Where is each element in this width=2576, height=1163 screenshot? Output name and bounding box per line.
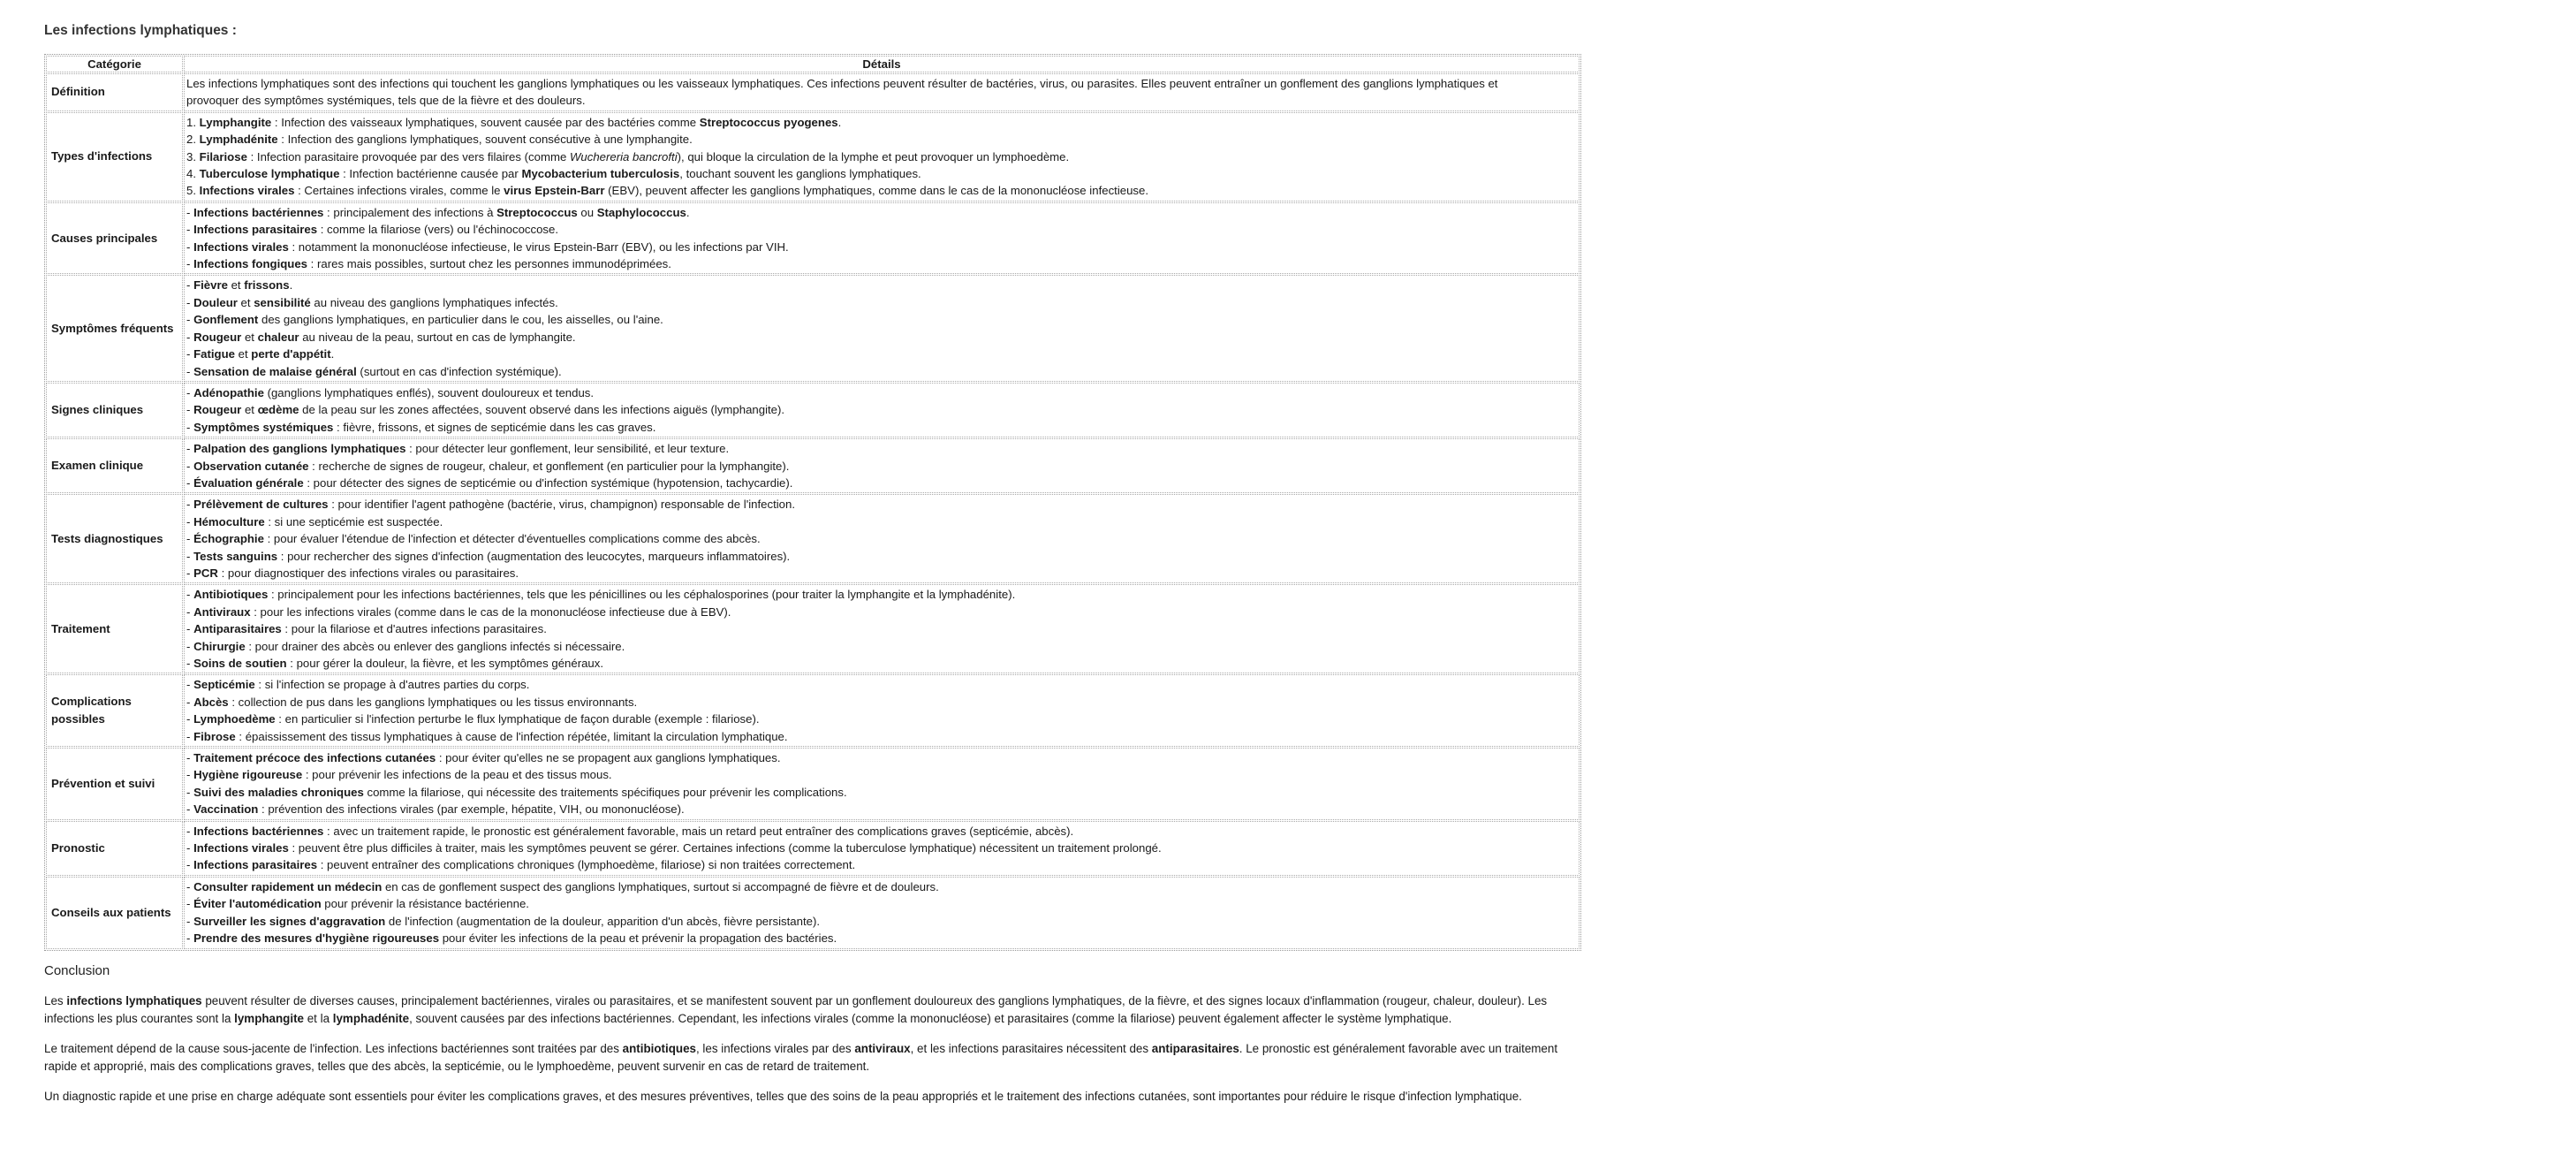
bold-text: chaleur bbox=[257, 330, 299, 344]
infections-table bbox=[44, 54, 1581, 951]
text-run: - bbox=[186, 403, 194, 417]
bold-text: Infections fongiques bbox=[193, 257, 308, 271]
text-run: - bbox=[186, 459, 194, 473]
text-run: - bbox=[186, 239, 194, 254]
bold-text: Suivi des maladies chroniques bbox=[193, 785, 364, 799]
text-run: 3. bbox=[186, 149, 200, 163]
detail-line bbox=[186, 749, 1577, 766]
bold-text: Infections bactériennes bbox=[193, 205, 324, 219]
text-run: et bbox=[227, 278, 245, 293]
detail-line bbox=[186, 440, 1577, 457]
text-run: - bbox=[186, 914, 194, 928]
text-run: - bbox=[186, 498, 194, 512]
conclusion-paragraph bbox=[44, 1088, 1590, 1106]
bold-text: Lymphadénite bbox=[199, 133, 278, 147]
bold-text: Infections parasitaires bbox=[193, 858, 318, 872]
row-category: Symptômes fréquents bbox=[46, 275, 183, 381]
table-row bbox=[46, 438, 1580, 493]
text-run: 2. bbox=[186, 133, 200, 147]
detail-line bbox=[186, 711, 1577, 727]
row-details bbox=[184, 584, 1580, 673]
detail-line bbox=[186, 676, 1577, 693]
bold-text: sensibilité bbox=[254, 295, 311, 309]
text-run: : pour prévenir les infections de la peau et des tissus mous. bbox=[302, 768, 612, 782]
detail-line bbox=[186, 784, 1577, 801]
text-run: : épaississement des tissus lymphatiques à cause de l'infection répétée, limitant la circulation lymphatique. bbox=[235, 729, 788, 743]
bold-text: Abcès bbox=[193, 695, 229, 709]
text-run: - bbox=[186, 712, 194, 726]
text-run: Le traitement dépend de la cause sous-jacente de l'infection. Les infections bactériennes sont traitées par des bbox=[44, 1041, 623, 1055]
text-run: : pour identifier l'agent pathogène (bactérie, virus, champignon) responsable de l'infection. bbox=[328, 498, 795, 512]
text-run: (EBV), peuvent affecter les ganglions lymphatiques, comme dans le cas de la mononucléose infectieuse. bbox=[604, 184, 1149, 198]
detail-line bbox=[186, 840, 1577, 856]
text-run: : peuvent entraîner des complications chroniques (lymphoedème, filariose) si non traitées correctement. bbox=[317, 858, 856, 872]
text-run: - bbox=[186, 313, 194, 327]
bold-text: Prélèvement de cultures bbox=[193, 498, 329, 512]
row-details bbox=[184, 821, 1580, 876]
bold-text: antibiotiques bbox=[622, 1041, 696, 1055]
row-details bbox=[184, 877, 1580, 949]
bold-text: Éviter l'automédication bbox=[193, 897, 322, 911]
header-details: Détails bbox=[184, 56, 1580, 72]
text-run: - bbox=[186, 442, 194, 456]
detail-line bbox=[186, 277, 1577, 293]
text-run: : prévention des infections virales (par exemple, hépatite, VIH, ou mononucléose). bbox=[258, 802, 685, 817]
detail-line bbox=[186, 655, 1577, 672]
detail-line bbox=[186, 114, 1577, 131]
text-run: - bbox=[186, 639, 194, 653]
row-details bbox=[184, 275, 1580, 381]
text-run: : comme la filariose (vers) ou l'échinococcose. bbox=[317, 223, 559, 237]
text-run: - bbox=[186, 931, 194, 946]
text-run: : notamment la mononucléose infectieuse, le virus Epstein-Barr (EBV), ou les infections par VIH. bbox=[288, 239, 789, 254]
text-run: . bbox=[837, 115, 842, 129]
bold-text: lymphangite bbox=[234, 1011, 304, 1025]
row-details bbox=[184, 202, 1580, 275]
bold-text: Staphylococcus bbox=[596, 205, 686, 219]
bold-text: Fibrose bbox=[193, 729, 236, 743]
text-run: Un diagnostic rapide et une prise en charge adéquate sont essentiels pour éviter les complications graves, et des mesures préventives, telles que des soins de la peau appropriés et le traitement des infections cutanées, sont importantes pour réduire le risque d'infection lymphatique. bbox=[44, 1089, 1522, 1103]
text-run: (surtout en cas d'infection systémique). bbox=[356, 364, 562, 378]
text-run: - bbox=[186, 604, 194, 619]
text-run: - bbox=[186, 295, 194, 309]
text-run: : Infection des vaisseaux lymphatiques, souvent causée par des bactéries comme bbox=[271, 115, 700, 129]
row-category: Complications possibles bbox=[46, 674, 183, 747]
text-run: pour éviter les infections de la peau et prévenir la propagation des bactéries. bbox=[439, 931, 837, 946]
text-run: - bbox=[186, 330, 194, 344]
bold-text: Infections virales bbox=[193, 239, 289, 254]
text-run: en cas de gonflement suspect des ganglions lymphatiques, surtout si accompagné de fièvre et de douleurs. bbox=[382, 879, 939, 893]
bold-text: Hygiène rigoureuse bbox=[193, 768, 303, 782]
text-run: - bbox=[186, 364, 194, 378]
text-run: , les infections virales par des bbox=[695, 1041, 855, 1055]
row-category: Pronostic bbox=[46, 821, 183, 876]
conclusion-paragraph bbox=[44, 1040, 1590, 1076]
text-run: - bbox=[186, 768, 194, 782]
text-run: Les infections lymphatiques sont des infections qui touchent les ganglions lymphatiques ou les vaisseaux lymphatiques. Ces infections peuvent résulter de bactéries, virus, ou parasites. Elles peuvent entraîner un gonflement des ganglions lymphatiques et bbox=[186, 77, 1498, 90]
detail-line bbox=[186, 148, 1577, 165]
text-run: - bbox=[186, 347, 194, 361]
text-run: et bbox=[241, 403, 258, 417]
text-run: ou bbox=[577, 205, 597, 219]
bold-text: Évaluation générale bbox=[193, 475, 304, 490]
text-run: : Certaines infections virales, comme le bbox=[294, 184, 504, 198]
detail-line bbox=[186, 565, 1577, 582]
detail-line bbox=[186, 913, 1577, 930]
text-run: - bbox=[186, 879, 194, 893]
row-details bbox=[184, 383, 1580, 437]
text-run: pour prévenir la résistance bactérienne. bbox=[321, 897, 529, 911]
text-run: - bbox=[186, 695, 194, 709]
text-run: : pour rechercher des signes d'infection (augmentation des leucocytes, marqueurs inflammatoires). bbox=[277, 549, 791, 563]
bold-text: œdème bbox=[257, 403, 299, 417]
text-run: : peuvent être plus difficiles à traiter, mais les symptômes peuvent se gérer. Certaines infections (comme la tuberculose lymphatique) nécessitent un traitement prolongé. bbox=[288, 841, 1162, 855]
bold-text: Filariose bbox=[199, 149, 247, 163]
detail-line bbox=[186, 311, 1577, 328]
row-category: Examen clinique bbox=[46, 438, 183, 493]
table-row bbox=[46, 674, 1580, 747]
text-run: : pour éviter qu'elles ne se propagent aux ganglions lymphatiques. bbox=[436, 751, 781, 765]
bold-text: Échographie bbox=[193, 532, 264, 546]
header-category: Catégorie bbox=[46, 56, 183, 72]
bold-text: Tuberculose lymphatique bbox=[199, 167, 340, 181]
text-run: - bbox=[186, 566, 194, 580]
bold-text: Antibiotiques bbox=[193, 588, 269, 602]
row-details bbox=[184, 674, 1580, 747]
detail-line bbox=[186, 458, 1577, 475]
detail-line bbox=[186, 895, 1577, 912]
text-run: . bbox=[289, 278, 293, 293]
text-run: - bbox=[186, 549, 194, 563]
bold-text: Streptococcus bbox=[496, 205, 578, 219]
text-run: - bbox=[186, 475, 194, 490]
text-run: 4. bbox=[186, 167, 200, 181]
text-run: peuvent résulter de diverses causes, principalement bactériennes, virales ou parasitaires, et se manifestent souvent par un gonflement douloureux des ganglions lymphatiques, de la fièvre, et des signes locaux d'inflammation (rougeur, chaleur, douleur). Les infections les plus courantes sont la bbox=[44, 993, 1548, 1025]
text-run: au niveau des ganglions lymphatiques infectés. bbox=[310, 295, 558, 309]
text-run: : avec un traitement rapide, le pronostic est généralement favorable, mais un retard peut entraîner des complications graves (septicémie, abcès). bbox=[323, 824, 1074, 838]
text-run: Les bbox=[44, 993, 67, 1007]
detail-line bbox=[186, 856, 1577, 873]
detail-line bbox=[186, 329, 1577, 346]
text-run: , touchant souvent les ganglions lymphatiques. bbox=[679, 167, 921, 181]
text-run: : Infection parasitaire provoquée par des vers filaires (comme bbox=[246, 149, 570, 163]
text-run: : rares mais possibles, surtout chez les personnes immunodéprimées. bbox=[307, 257, 671, 271]
bold-text: Chirurgie bbox=[193, 639, 246, 653]
bold-text: frissons bbox=[244, 278, 290, 293]
row-category: Types d'infections bbox=[46, 112, 183, 201]
detail-line bbox=[186, 75, 1577, 92]
detail-line bbox=[186, 620, 1577, 637]
text-run: et la bbox=[304, 1011, 333, 1025]
row-category: Prévention et suivi bbox=[46, 748, 183, 820]
detail-line bbox=[186, 801, 1577, 817]
detail-line bbox=[186, 221, 1577, 238]
conclusion-paragraph bbox=[44, 992, 1590, 1028]
text-run: : pour diagnostiquer des infections virales ou parasitaires. bbox=[217, 566, 519, 580]
table-row bbox=[46, 275, 1580, 381]
text-run: - bbox=[186, 532, 194, 546]
text-run: : pour les infections virales (comme dans le cas de la mononucléose infectieuse due à EBV). bbox=[250, 604, 731, 619]
text-run: . bbox=[686, 205, 690, 219]
table-row bbox=[46, 821, 1580, 876]
text-run: : si une septicémie est suspectée. bbox=[264, 514, 443, 528]
detail-line bbox=[186, 766, 1577, 783]
text-run: (ganglions lymphatiques enflés), souvent douloureux et tendus. bbox=[263, 385, 595, 399]
text-run: comme la filariose, qui nécessite des traitements spécifiques pour prévenir les complications. bbox=[363, 785, 847, 799]
detail-line bbox=[186, 165, 1577, 182]
bold-text: Infections bactériennes bbox=[193, 824, 324, 838]
text-run: - bbox=[186, 802, 194, 817]
text-run: : pour drainer des abcès ou enlever des ganglions infectés si nécessaire. bbox=[245, 639, 625, 653]
text-run: . bbox=[330, 347, 335, 361]
text-run: au niveau de la peau, surtout en cas de lymphangite. bbox=[299, 330, 576, 344]
text-run: 5. bbox=[186, 184, 200, 198]
text-run: : pour détecter leur gonflement, leur sensibilité, et leur texture. bbox=[405, 442, 730, 456]
row-details bbox=[184, 748, 1580, 820]
row-category: Conseils aux patients bbox=[46, 877, 183, 949]
bold-text: Infections virales bbox=[193, 841, 289, 855]
row-details bbox=[184, 73, 1580, 111]
bold-text: Hémoculture bbox=[193, 514, 265, 528]
detail-line bbox=[186, 530, 1577, 547]
text-run: : en particulier si l'infection perturbe le flux lymphatique de façon durable (exemple : filariose). bbox=[275, 712, 760, 726]
text-run: - bbox=[186, 824, 194, 838]
italic-text: Wuchereria bancrofti bbox=[569, 149, 678, 163]
text-run: : principalement pour les infections bactériennes, tels que les pénicillines ou les céphalosporines (pour traiter la lymphangite et la lymphadénite). bbox=[268, 588, 1016, 602]
bold-text: infections lymphatiques bbox=[66, 993, 202, 1007]
detail-line bbox=[186, 363, 1577, 380]
text-run: , et les infections parasitaires nécessitent des bbox=[910, 1041, 1152, 1055]
detail-line bbox=[186, 496, 1577, 513]
text-run: . Le pronostic est généralement favorable avec un traitement rapide et approprié, mais des complications graves, telles que des abcès, la septicémie, ou le lymphoedème, peuvent survenir en cas de retard de traitement. bbox=[44, 1041, 1558, 1073]
table-row bbox=[46, 748, 1580, 820]
bold-text: Soins de soutien bbox=[193, 657, 287, 670]
bold-text: Rougeur bbox=[193, 403, 242, 417]
bold-text: Adénopathie bbox=[193, 385, 264, 399]
row-details bbox=[184, 112, 1580, 201]
detail-line bbox=[186, 401, 1577, 418]
detail-line bbox=[186, 586, 1577, 603]
text-run: : Infection bactérienne causée par bbox=[339, 167, 522, 181]
detail-line bbox=[186, 384, 1577, 401]
text-run: provoquer des symptômes systémiques, tels que de la fièvre et des douleurs. bbox=[186, 94, 586, 108]
detail-line bbox=[186, 294, 1577, 311]
bold-text: Antiparasitaires bbox=[193, 622, 282, 636]
bold-text: lymphadénite bbox=[332, 1011, 410, 1025]
bold-text: Rougeur bbox=[193, 330, 242, 344]
text-run: : pour évaluer l'étendue de l'infection et détecter d'éventuelles complications comme des abcès. bbox=[263, 532, 761, 546]
bold-text: Lymphangite bbox=[199, 115, 272, 129]
bold-text: Prendre des mesures d'hygiène rigoureuses bbox=[193, 931, 440, 946]
table-row bbox=[46, 877, 1580, 949]
text-run: ), qui bloque la circulation de la lymphe et peut provoquer un lymphoedème. bbox=[677, 149, 1070, 163]
text-run: - bbox=[186, 514, 194, 528]
text-run: - bbox=[186, 841, 194, 855]
text-run: et bbox=[234, 347, 252, 361]
bold-text: Palpation des ganglions lymphatiques bbox=[193, 442, 406, 456]
bold-text: Septicémie bbox=[193, 678, 255, 692]
text-run: et bbox=[241, 330, 258, 344]
table-row bbox=[46, 584, 1580, 673]
conclusion-section bbox=[44, 963, 1590, 1106]
text-run: : recherche de signes de rougeur, chaleur, et gonflement (en particulier pour la lymphangite). bbox=[308, 459, 790, 473]
detail-line bbox=[186, 930, 1577, 946]
text-run: de l'infection (augmentation de la douleur, apparition d'un abcès, fièvre persistante). bbox=[385, 914, 821, 928]
detail-line bbox=[186, 638, 1577, 655]
row-category: Signes cliniques bbox=[46, 383, 183, 437]
detail-line bbox=[186, 694, 1577, 711]
text-run: : pour la filariose et d'autres infections parasitaires. bbox=[281, 622, 547, 636]
row-category: Traitement bbox=[46, 584, 183, 673]
row-category: Définition bbox=[46, 73, 183, 111]
bold-text: virus Epstein-Barr bbox=[504, 184, 605, 198]
detail-line bbox=[186, 131, 1577, 148]
text-run: : collection de pus dans les ganglions lymphatiques ou les tissus environnants. bbox=[228, 695, 638, 709]
text-run: - bbox=[186, 785, 194, 799]
bold-text: Douleur bbox=[193, 295, 238, 309]
text-run: - bbox=[186, 657, 194, 670]
bold-text: Infections parasitaires bbox=[193, 223, 318, 237]
page-title: Les infections lymphatiques : bbox=[44, 23, 237, 38]
bold-text: Fièvre bbox=[193, 278, 228, 293]
detail-line bbox=[186, 548, 1577, 565]
conclusion-body bbox=[44, 992, 1590, 1106]
bold-text: Lymphoedème bbox=[193, 712, 276, 726]
text-run: et bbox=[237, 295, 254, 309]
text-run: - bbox=[186, 420, 194, 434]
bold-text: antiparasitaires bbox=[1151, 1041, 1239, 1055]
bold-text: Infections virales bbox=[199, 184, 295, 198]
text-run: : fièvre, frissons, et signes de septicémie dans les cas graves. bbox=[333, 420, 656, 434]
bold-text: Sensation de malaise général bbox=[193, 364, 357, 378]
detail-line bbox=[186, 513, 1577, 530]
bold-text: Traitement précoce des infections cutanées bbox=[193, 751, 436, 765]
text-run: de la peau sur les zones affectées, souvent observé dans les infections aiguës (lymphangite). bbox=[299, 403, 785, 417]
text-run: - bbox=[186, 223, 194, 237]
bold-text: Observation cutanée bbox=[193, 459, 309, 473]
bold-text: PCR bbox=[193, 566, 218, 580]
detail-line bbox=[186, 346, 1577, 362]
text-run: - bbox=[186, 257, 194, 271]
row-category: Tests diagnostiques bbox=[46, 494, 183, 583]
text-run: - bbox=[186, 897, 194, 911]
text-run: : pour gérer la douleur, la fièvre, et les symptômes généraux. bbox=[286, 657, 604, 670]
bold-text: Fatigue bbox=[193, 347, 235, 361]
detail-line bbox=[186, 239, 1577, 255]
text-run: - bbox=[186, 588, 194, 602]
text-run: , souvent causées par des infections bactériennes. Cependant, les infections virales (comme la mononucléose) et parasitaires (comme la filariose) peuvent également affecter le système lymphatique. bbox=[409, 1011, 1452, 1025]
detail-line bbox=[186, 419, 1577, 436]
bold-text: Symptômes systémiques bbox=[193, 420, 334, 434]
detail-line bbox=[186, 728, 1577, 745]
text-run: : si l'infection se propage à d'autres parties du corps. bbox=[254, 678, 530, 692]
bold-text: Antiviraux bbox=[193, 604, 251, 619]
row-category: Causes principales bbox=[46, 202, 183, 275]
detail-line bbox=[186, 878, 1577, 895]
text-run: - bbox=[186, 205, 194, 219]
text-run: - bbox=[186, 385, 194, 399]
detail-line bbox=[186, 823, 1577, 840]
table-row bbox=[46, 494, 1580, 583]
text-run: des ganglions lymphatiques, en particulier dans le cou, les aisselles, ou l'aine. bbox=[258, 313, 663, 327]
text-run: 1. bbox=[186, 115, 200, 129]
bold-text: antiviraux bbox=[854, 1041, 911, 1055]
bold-text: Gonflement bbox=[193, 313, 259, 327]
bold-text: Vaccination bbox=[193, 802, 259, 817]
text-run: : principalement des infections à bbox=[323, 205, 497, 219]
text-run: - bbox=[186, 751, 194, 765]
table-row bbox=[46, 202, 1580, 275]
text-run: - bbox=[186, 729, 194, 743]
table-row bbox=[46, 73, 1580, 111]
row-details bbox=[184, 494, 1580, 583]
bold-text: perte d'appétit bbox=[251, 347, 331, 361]
text-run: - bbox=[186, 678, 194, 692]
table-header-row bbox=[46, 56, 1580, 72]
detail-line bbox=[186, 604, 1577, 620]
text-run: : pour détecter des signes de septicémie ou d'infection systémique (hypotension, tachycardie). bbox=[303, 475, 793, 490]
text-run: - bbox=[186, 622, 194, 636]
detail-line bbox=[186, 475, 1577, 491]
bold-text: Streptococcus pyogenes bbox=[699, 115, 838, 129]
text-run: - bbox=[186, 278, 194, 293]
bold-text: Mycobacterium tuberculosis bbox=[521, 167, 680, 181]
detail-line bbox=[186, 255, 1577, 272]
conclusion-heading: Conclusion bbox=[44, 962, 110, 978]
text-run: : Infection des ganglions lymphatiques, souvent consécutive à une lymphangite. bbox=[277, 133, 693, 147]
detail-line bbox=[186, 92, 1577, 109]
table-row bbox=[46, 112, 1580, 201]
detail-line bbox=[186, 204, 1577, 221]
row-details bbox=[184, 438, 1580, 493]
text-run: - bbox=[186, 858, 194, 872]
bold-text: Consulter rapidement un médecin bbox=[193, 879, 383, 893]
bold-text: Surveiller les signes d'aggravation bbox=[193, 914, 386, 928]
bold-text: Tests sanguins bbox=[193, 549, 278, 563]
detail-line bbox=[186, 182, 1577, 199]
table-row bbox=[46, 383, 1580, 437]
